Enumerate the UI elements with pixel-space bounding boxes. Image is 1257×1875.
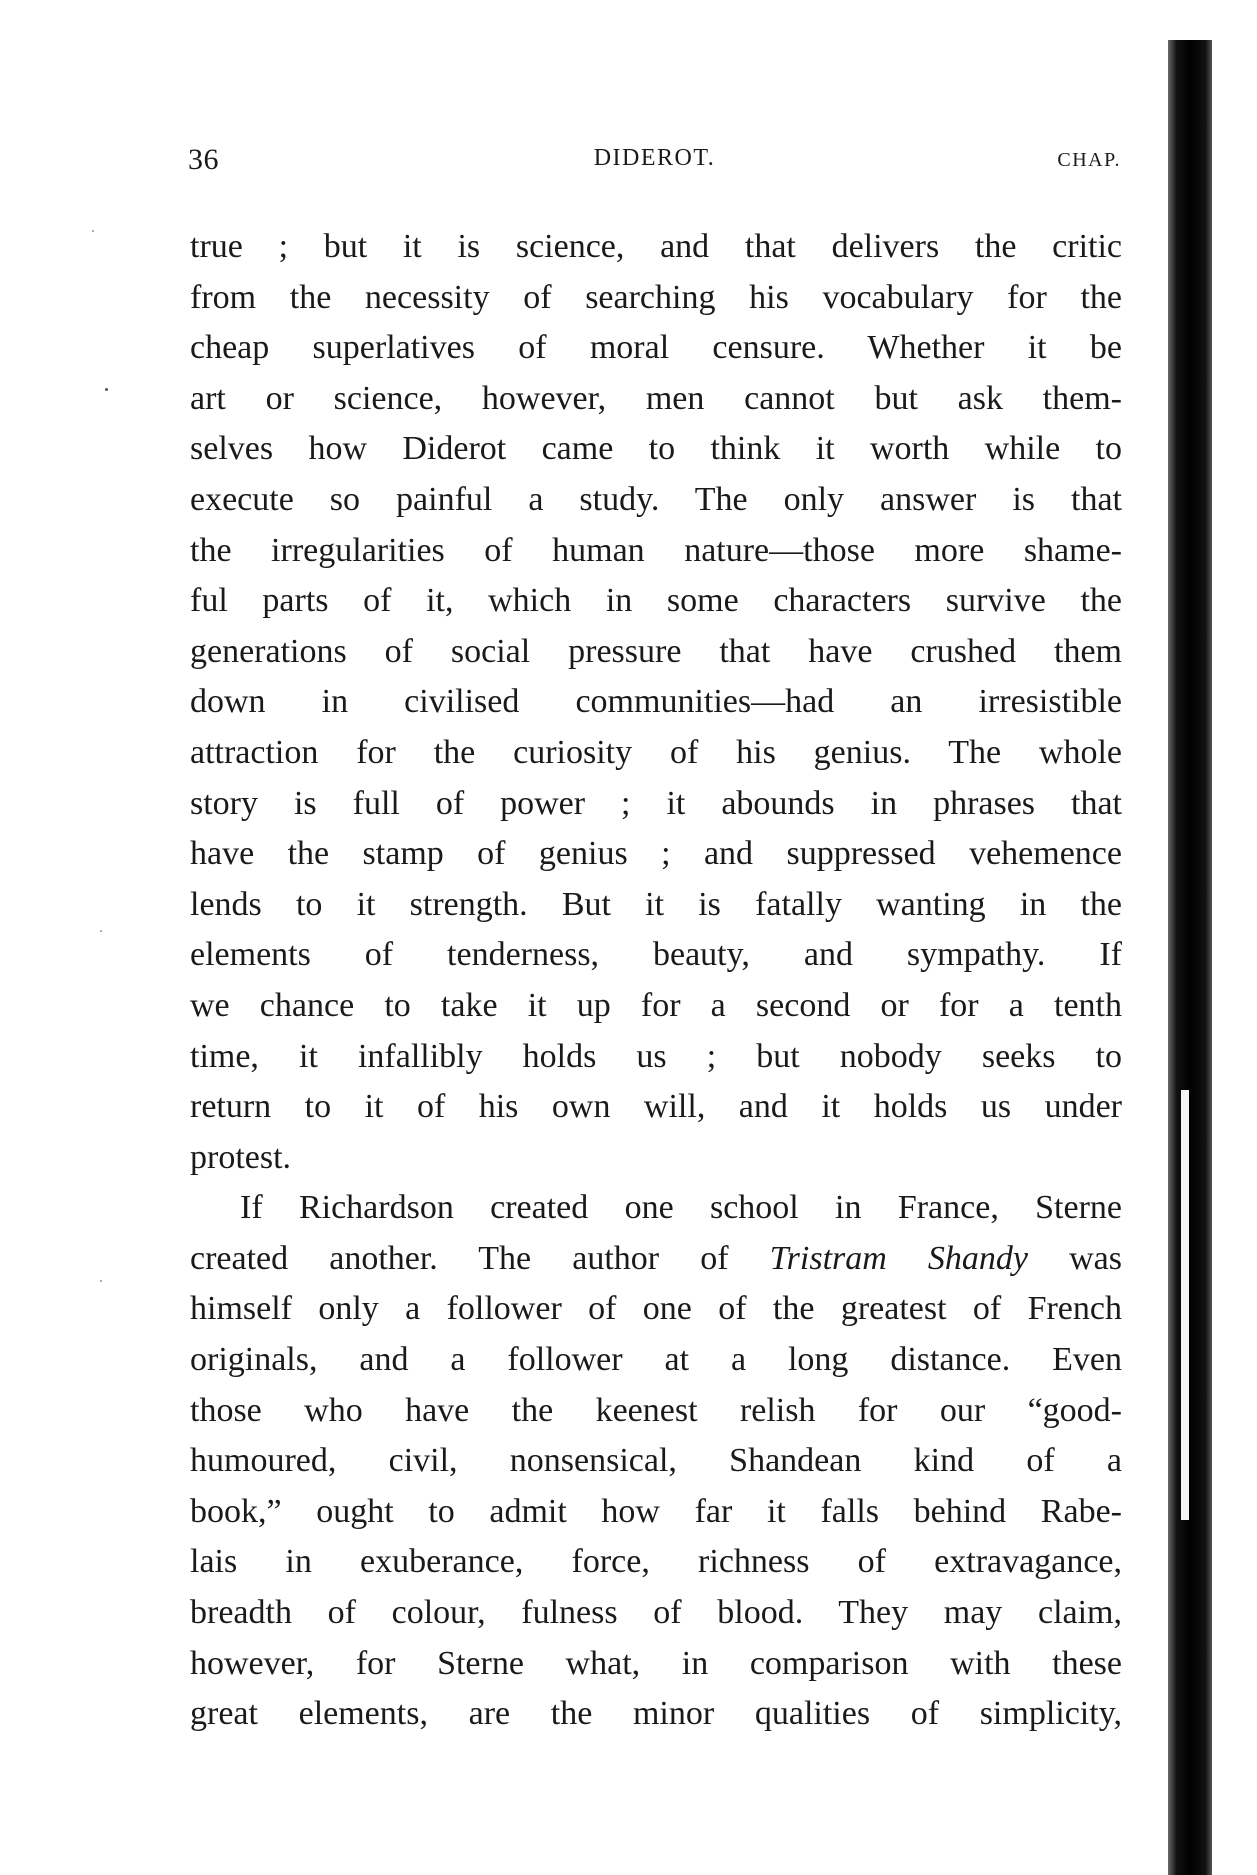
text-line [190,1234,1122,1285]
scan-speck [100,930,102,932]
text-line: the irregularities of human nature—those more shame- [190,531,1122,569]
text-line: ful parts of it, which in some characters survive the [190,582,1122,620]
text-line: humoured, civil, nonsensical, Shandean kind of a [190,1442,1122,1480]
chapter-label: CHAP. [1057,149,1121,171]
text-line: lends to it strength. But it is fatally wanting in the [190,885,1122,923]
text-line: generations of social pressure that have crushed them [190,632,1122,670]
text-line: elements of tenderness, beauty, and sympathy. If [190,936,1122,974]
text-line: art or science, however, men cannot but ask them- [190,379,1122,417]
page-number: 36 [188,143,219,176]
scan-speck [100,1280,102,1282]
book-title: Tristram Shandy [769,1239,1029,1277]
text-line: from the necessity of searching his vocabulary for the [190,278,1122,316]
text-line: true ; but it is science, and that delivers the critic [190,228,1122,265]
text-line: himself only a follower of one of the greatest of French [190,1290,1122,1328]
text-line: protest. [190,1138,292,1176]
text-line: down in civilised communities—had an irresistible [190,683,1122,721]
text-line: originals, and a follower at a long distance. Even [190,1341,1122,1379]
text-segment: was [1028,1239,1122,1277]
text-line: If Richardson created one school in France, Sterne [240,1189,1122,1227]
text-line: attraction for the curiosity of his genius. The whole [190,733,1122,771]
body-text [190,222,1122,1740]
text-line: story is full of power ; it abounds in phrases that [190,784,1122,822]
text-line: those who have the keenest relish for our “good- [190,1391,1122,1429]
scan-speck [105,388,108,391]
binding-highlight [1181,1090,1189,1520]
text-line: however, for Sterne what, in comparison with these [190,1644,1122,1682]
text-line: have the stamp of genius ; and suppressed vehemence [190,835,1122,873]
text-line: great elements, are the minor qualities of simplicity, [190,1695,1122,1733]
text-line: lais in exuberance, force, richness of extravagance, [190,1543,1122,1581]
text-line: execute so painful a study. The only answer is that [190,480,1122,518]
text-segment: created another. The author of [190,1239,770,1277]
running-header [188,143,1121,187]
text-line: selves how Diderot came to think it worth while to [190,430,1122,468]
text-line: return to it of his own will, and it holds us under [190,1088,1122,1126]
running-title: DIDEROT. [593,145,716,171]
text-line: time, it infallibly holds us ; but nobody seeks to [190,1037,1122,1075]
text-line: breadth of colour, fulness of blood. They may claim, [190,1594,1122,1632]
text-line: cheap superlatives of moral censure. Whether it be [190,329,1122,367]
text-line: book,” ought to admit how far it falls behind Rabe- [190,1492,1122,1530]
scan-speck [92,230,94,232]
text-line: we chance to take it up for a second or for a tenth [190,986,1122,1024]
binding-shadow [1168,40,1212,1875]
